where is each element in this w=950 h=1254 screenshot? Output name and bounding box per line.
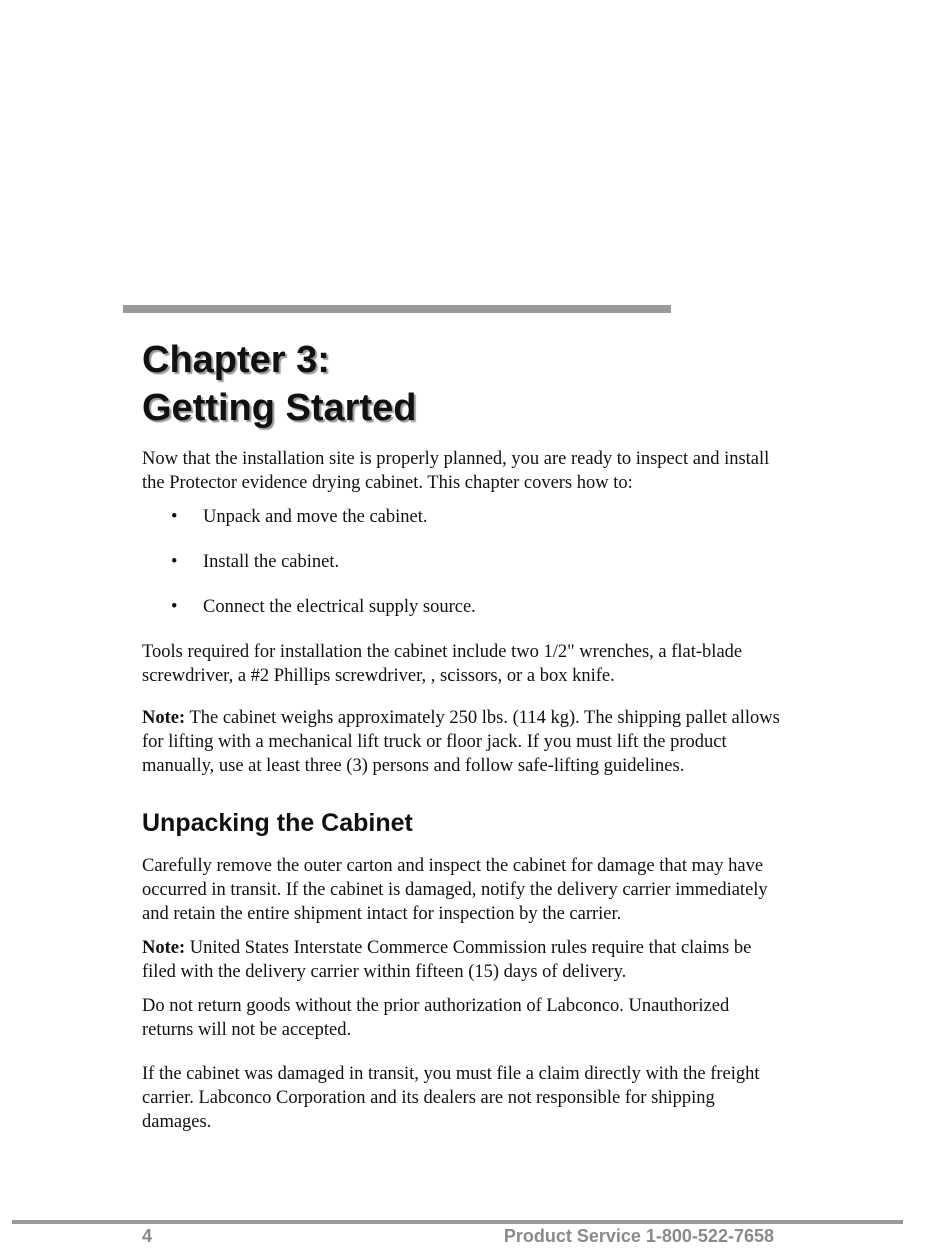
list-item: • Install the cabinet. [171, 552, 340, 572]
product-service-phone: Product Service 1-800-522-7658 [503, 1226, 774, 1246]
chapter-title [142, 336, 782, 432]
top-divider [123, 305, 671, 313]
section-heading: Unpacking the Cabinet [142, 809, 413, 837]
note-label: Note: [142, 938, 186, 958]
task-list [142, 505, 782, 619]
footer-divider [12, 1220, 903, 1224]
note-text: United States Interstate Commerce Commission rules require that claims be filed with the delivery carrier within fifteen (15) days of delivery. [142, 938, 752, 982]
page-content [142, 336, 782, 1134]
returns-paragraph: Do not return goods without the prior authorization of Labconco. Unauthorized returns will not be accepted. [142, 996, 730, 1040]
chapter-title-line1: Chapter 3: [142, 339, 330, 381]
page-number: 4 [142, 1226, 153, 1246]
bullet-icon: • [171, 597, 178, 617]
note-text: The cabinet weighs approximately 250 lbs. (114 kg). The shipping pallet allows for lifting with a mechanical lift truck or floor jack. If you must lift the product manually, use at least three (3) persons and follow safe-lifting guidelines. [142, 708, 780, 776]
bullet-icon: • [171, 552, 178, 572]
intro-paragraph: Now that the installation site is properly planned, you are ready to inspect and install the Protector evidence drying cabinet. This chapter covers how to: [142, 449, 770, 493]
note-label: Note: [142, 708, 186, 728]
chapter-title-line2: Getting Started [142, 387, 417, 429]
weight-note [142, 706, 782, 778]
inspect-paragraph: Carefully remove the outer carton and inspect the cabinet for damage that may have occurred in transit. If the cabinet is damaged, notify the delivery carrier immediately and retain the entire shipment intact for inspection by the carrier. [142, 856, 768, 924]
list-item: • Connect the electrical supply source. [171, 597, 476, 617]
damage-claim-paragraph: If the cabinet was damaged in transit, you must file a claim directly with the freight carrier. Labconco Corporation and its dealers are not responsible for shipping damages. [142, 1064, 760, 1132]
claims-note [142, 936, 782, 984]
tools-paragraph: Tools required for installation the cabinet include two 1/2" wrenches, a flat-blade screwdriver, a #2 Phillips screwdriver, , scissors, or a box knife. [142, 642, 743, 686]
list-item: • Unpack and move the cabinet. [171, 507, 428, 527]
bullet-icon: • [171, 507, 178, 527]
